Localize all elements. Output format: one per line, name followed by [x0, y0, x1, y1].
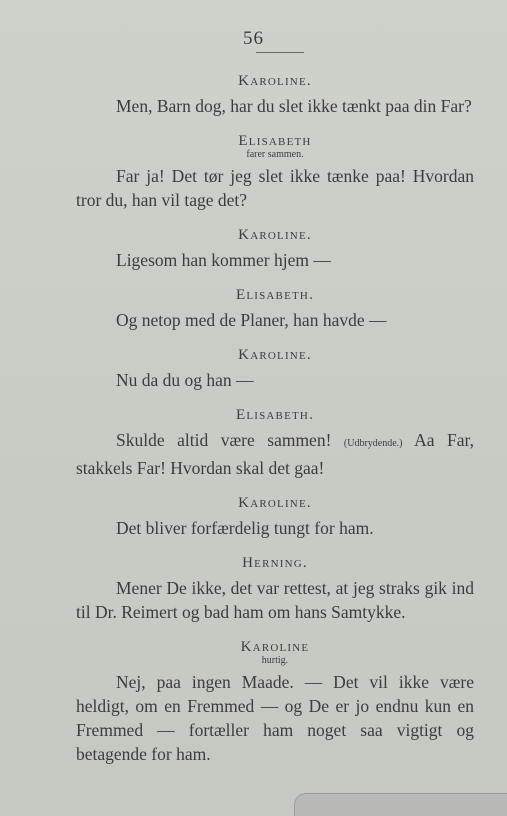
- dialogue-line: Det bliver forfærdelig tungt for ham.: [116, 518, 374, 538]
- dialogue-line: Mener De ikke, det var rettest, at jeg straks gik ind til Dr. Reimert og bad ham om hans Samtykke.: [76, 578, 474, 622]
- dialogue-line: Og netop med de Planer, han havde —: [116, 310, 387, 330]
- dialogue-text: [76, 72, 474, 766]
- speaker-name: Karoline: [240, 639, 310, 655]
- dialogue-line: Ligesom han kommer hjem —: [116, 250, 331, 270]
- dialogue-text-part: Skulde altid være sammen!: [116, 430, 332, 450]
- dialogue-line: Men, Barn dog, har du slet ikke tænkt paa din Far?: [116, 96, 472, 116]
- speaker-name: Elisabeth.: [235, 287, 315, 303]
- speaker-name: Karoline.: [238, 227, 312, 243]
- inline-stage-direction: (Udbrydende.): [343, 438, 403, 449]
- dialogue-line: Nej, paa ingen Maade. — Det vil ikke være heldigt, om en Fremmed — og De er jo endnu kun en Fremmed — fortæller ham noget saa vigtigt og betagende for ham.: [76, 672, 474, 764]
- page-number-rule: [256, 52, 304, 53]
- page-corner-shadow: [294, 793, 507, 816]
- stage-direction: hurtig.: [261, 655, 289, 666]
- page-number: 56: [243, 28, 264, 49]
- speaker-name: Elisabeth.: [235, 407, 315, 423]
- speaker-name: Elisabeth: [238, 133, 312, 149]
- stage-direction: farer sammen.: [246, 149, 304, 160]
- speaker-name: Karoline.: [238, 495, 312, 511]
- dialogue-line: Nu da du og han —: [116, 370, 254, 390]
- speaker-name: Karoline.: [238, 73, 312, 89]
- dialogue-line: [76, 428, 474, 480]
- dialogue-text-part: Aa Far, stakkels Far! Hvordan skal det gaa!: [76, 430, 474, 478]
- speaker-name: Karoline.: [238, 347, 312, 363]
- dialogue-line: Far ja! Det tør jeg slet ikke tænke paa! Hvordan tror du, han vil tage det?: [76, 166, 474, 210]
- speaker-name: Herning.: [242, 555, 308, 571]
